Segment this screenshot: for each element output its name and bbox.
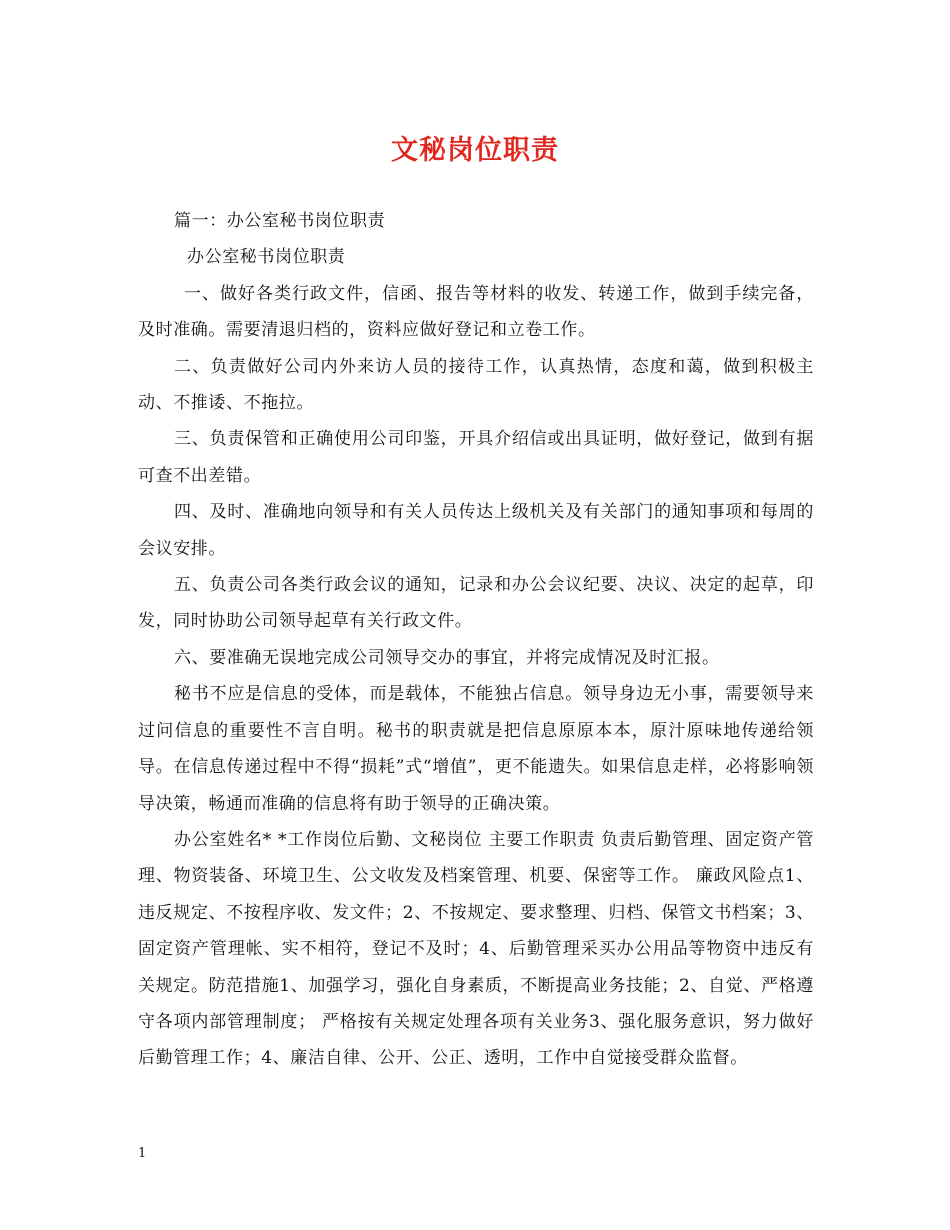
paragraph: 二、负责做好公司内外来访人员的接待工作，认真热情，态度和蔼，做到积极主动、不推诿、不拖拉。 bbox=[138, 356, 814, 414]
paragraph: 六、要准确无误地完成公司领导交办的事宜，并将完成情况及时汇报。 bbox=[174, 647, 720, 668]
paragraph: 五、负责公司各类行政会议的通知，记录和办公会议纪要、决议、决定的起草，印发，同时协助公司领导起草有关行政文件。 bbox=[138, 575, 814, 632]
paragraph: 秘书不应是信息的受体，而是载体，不能独占信息。领导身边无小事，需要领导来过问信息的重要性不言自明。秘书的职责就是把信息原原本本，原汁原味地传递给领导。在信息传递过程中不得“损耗”式“增值”，更不能遗失。如果信息走样，必将影响领导决策，畅通而准确的信息将有助于领导的正确决策。 bbox=[138, 684, 814, 814]
subheading: 办公室秘书岗位职责 bbox=[187, 247, 346, 268]
document-title: 文秘岗位职责 bbox=[391, 135, 559, 166]
paragraph: 四、及时、准确地向领导和有关人员传达上级机关及有关部门的通知事项和每周的会议安排。 bbox=[138, 502, 814, 559]
paragraph: 三、负责保管和正确使用公司印鉴，开具介绍信或出具证明，做好登记，做到有据可查不出差错。 bbox=[138, 429, 814, 486]
section-heading: 篇一：办公室秘书岗位职责 bbox=[174, 211, 386, 231]
document-body bbox=[138, 203, 814, 1077]
page-number: 1 bbox=[138, 1146, 147, 1161]
paragraph: 办公室姓名* *工作岗位后勤、文秘岗位 主要工作职责 负责后勤管理、固定资产管理、物资装备、环境卫生、公文收发及档案管理、机要、保密等工作。 廉政风险点1、违反规定、不按程序收、发文件；2、不按规定、要求整理、归档、保管文书档案；3、固定资产管理帐、实不相符，登记不及时；4、后勤管理采买办公用品等物资中违反有关规定。防范措施1、加强学习，强化自身素质，不断提高业务技能；2、自觉、严格遵守各项内部管理制度； 严格按有关规定处理各项有关业务3、强化服务意识，努力做好后勤管理工作；4、廉洁自律、公开、公正、透明，工作中自觉接受群众监督。 bbox=[138, 829, 814, 1069]
paragraph: 一、做好各类行政文件，信函、报告等材料的收发、转递工作，做到手续完备，及时准确。需要清退归档的，资料应做好登记和立卷工作。 bbox=[138, 283, 814, 341]
